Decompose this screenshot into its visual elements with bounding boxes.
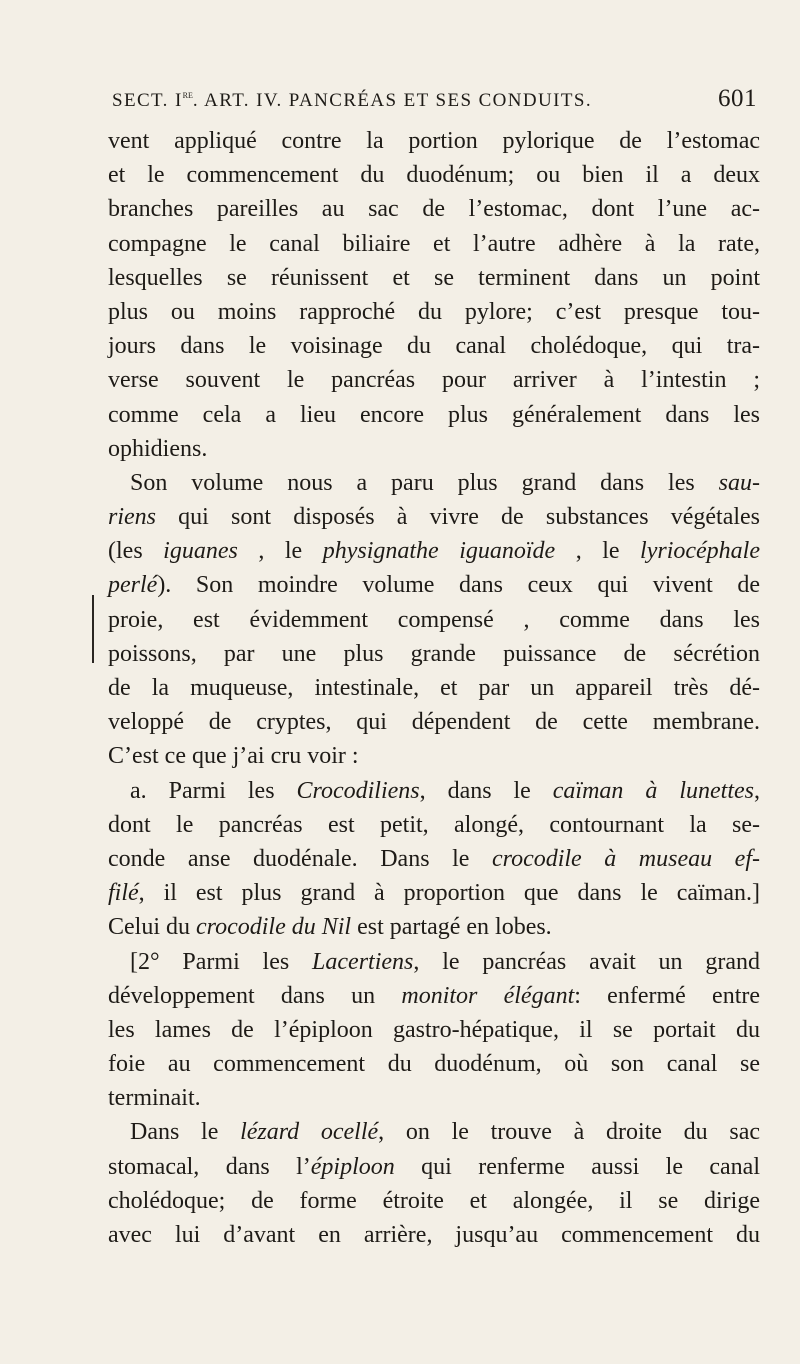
text-line: poissons, par une plus grande puissance de sécrétion bbox=[108, 640, 760, 667]
text-line: a. Parmi les Crocodiliens, dans le caïman à lunettes, bbox=[130, 777, 760, 804]
text-line: (les iguanes , le physignathe iguanoïde , le lyriocéphale bbox=[108, 538, 760, 565]
body-text bbox=[108, 124, 760, 1252]
section-number: SECT. I bbox=[112, 90, 183, 111]
section-title bbox=[112, 87, 592, 112]
text-line: verse souvent le pancréas pour arriver à l’intestin ; bbox=[108, 367, 760, 394]
text-line: terminait. bbox=[108, 1085, 201, 1112]
text-line: de la muqueuse, intestinale, et par un appareil très dé- bbox=[108, 675, 760, 701]
text-line: riens qui sont disposés à vivre de substances végétales bbox=[108, 504, 760, 531]
text-line: dont le pancréas est petit, alongé, contournant la se- bbox=[108, 811, 760, 838]
section-superscript: re bbox=[182, 87, 193, 101]
text-line: [2° Parmi les Lacertiens, le pancréas avait un grand bbox=[130, 948, 761, 975]
text-line: avec lui d’avant en arrière, jusqu’au commencement du bbox=[108, 1222, 760, 1248]
text-line: cholédoque; de forme étroite et alongée, il se dirige bbox=[108, 1187, 760, 1214]
section-heading: . ART. IV. PANCRÉAS ET SES CONDUITS. bbox=[192, 90, 592, 111]
text-line: filé, il est plus grand à proportion que dans le caïman.] bbox=[108, 880, 760, 907]
text-line: perlé). Son moindre volume dans ceux qui vivent de bbox=[108, 572, 760, 599]
text-line: Dans le lézard ocellé, on le trouve à droite du sac bbox=[130, 1119, 760, 1146]
text-line: jours dans le voisinage du canal cholédoque, qui tra- bbox=[108, 333, 760, 360]
text-line: développement dans un monitor élégant: enfermé entre bbox=[108, 982, 761, 1009]
text-line: stomacal, dans l’épiploon qui renferme aussi le canal bbox=[108, 1153, 761, 1180]
text-line: C’est ce que j’ai cru voir : bbox=[108, 743, 359, 770]
page-number: 601 bbox=[718, 85, 757, 112]
text-line: Son volume nous a paru plus grand dans les sau- bbox=[130, 469, 760, 496]
text-line: proie, est évidemment compensé , comme dans les bbox=[108, 606, 760, 633]
text-line: foie au commencement du duodénum, où son canal se bbox=[108, 1051, 760, 1078]
text-line: et le commencement du duodénum; ou bien il a deux bbox=[108, 162, 760, 189]
text-line: veloppé de cryptes, qui dépendent de cette membrane. bbox=[108, 709, 760, 736]
text-line: comme cela a lieu encore plus généralement dans les bbox=[108, 401, 760, 428]
text-line: Celui du crocodile du Nil est partagé en lobes. bbox=[108, 914, 552, 941]
text-line: vent appliqué contre la portion pylorique de l’estomac bbox=[108, 128, 760, 154]
text-line: branches pareilles au sac de l’estomac, dont l’une ac- bbox=[108, 196, 760, 223]
text-line: ophidiens. bbox=[108, 435, 208, 462]
text-line: plus ou moins rapproché du pylore; c’est presque tou- bbox=[108, 298, 760, 325]
text-line: compagne le canal biliaire et l’autre adhère à la rate, bbox=[108, 230, 760, 257]
text-line: conde anse duodénale. Dans le crocodile à museau ef- bbox=[108, 845, 760, 872]
running-head bbox=[112, 85, 757, 121]
text-line: les lames de l’épiploon gastro-hépatique, il se portait du bbox=[108, 1016, 760, 1043]
margin-rule bbox=[92, 595, 94, 663]
text-line: lesquelles se réunissent et se terminent dans un point bbox=[108, 264, 760, 291]
